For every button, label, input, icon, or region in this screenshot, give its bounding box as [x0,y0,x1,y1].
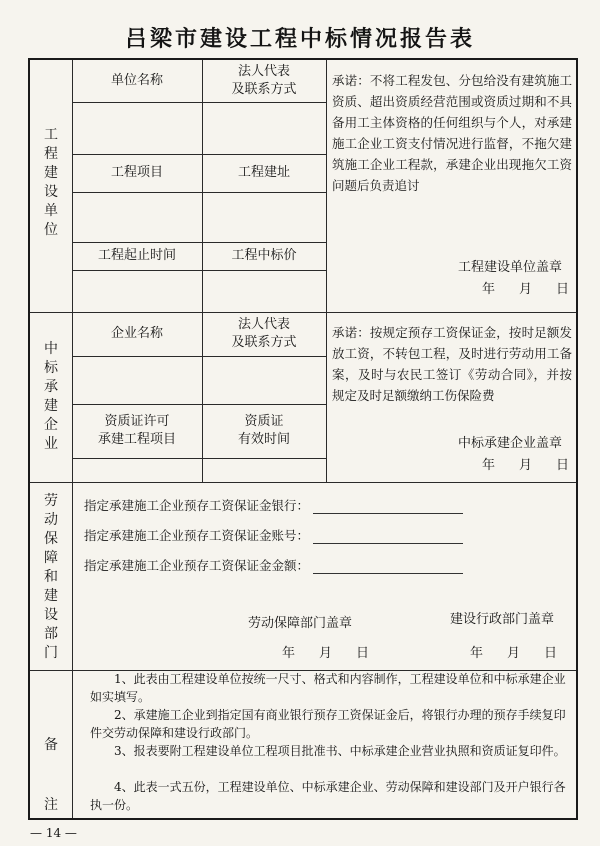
construction-unit-date: 年 月 日 [482,282,570,297]
labor-dept-seal: 劳动保障部门盖章 [248,616,353,631]
unit-legal-rep-label: 法人代表 及联系方式 [231,64,297,97]
section-label-construction-unit: 工 程 建 设 单 位 [44,127,58,238]
address-value[interactable] [202,192,326,242]
note-4: 4、此表一式五份，工程建设单位、中标承建企业、劳动保障和建设部门及开户银行各执一份。 [90,780,566,812]
form-title: 吕梁市建设工程中标情况报告表 [124,26,475,52]
deposit-amount-line[interactable]: 指定承建施工企业预存工资保证金金额： [84,556,463,574]
deposit-bank-line[interactable]: 指定承建施工企业预存工资保证金银行： [84,496,463,514]
deposit-account-line[interactable]: 指定承建施工企业预存工资保证金账号： [84,526,463,544]
unit-legal-rep-value[interactable] [202,102,326,154]
period-value[interactable] [72,270,202,312]
company-name-value[interactable] [72,356,202,404]
section-label-departments: 劳 动 保 障 和 建 设 部 门 [44,493,58,661]
construction-unit-promise: 承诺：不将工程发包、分包给没有建筑施工资质、超出资质经营范围或资质过期和不具备用工主体资格的任何组织与个人，对承建施工企业工资支付情况进行监督，不拖欠建筑施工企业工程款，承建企业出现拖欠工资问题后负责追讨 [332,73,572,193]
labor-dept-date: 年 月 日 [282,646,370,661]
note-3: 3、报表要附工程建设单位工程项目批准书、中标承建企业营业执照和资质证复印件。 [114,744,566,758]
period-label: 工程起止时间 [97,248,176,263]
license-project-value[interactable] [72,458,202,482]
page-number: — 14 — [30,826,77,840]
company-legal-rep-value[interactable] [202,356,326,404]
contractor-date: 年 月 日 [482,458,570,473]
project-value[interactable] [72,192,202,242]
license-project-label: 资质证许可 承建工程项目 [97,414,176,447]
section-divider [30,482,576,483]
contractor-promise: 承诺：按规定预存工资保证金，按时足额发放工资，不转包工程，及时进行劳动用工备案，及时与农民工签订《劳动合同》，并按规定及时足额缴纳工伤保险费 [332,325,572,403]
bid-price-label: 工程中标价 [231,248,297,263]
company-legal-rep-label: 法人代表 及联系方式 [231,317,297,350]
grid-line [326,60,327,312]
section-label-winning-contractor: 中 标 承 建 企 业 [44,341,58,452]
construction-unit-seal: 工程建设单位盖章 [458,260,563,275]
company-name-label: 企业名称 [110,326,163,341]
construction-dept-date: 年 月 日 [470,646,558,661]
section-label-remarks: 备 注 [44,737,58,813]
note-2: 2、承建施工企业到指定国有商业银行预存工资保证金后，将银行办理的预存手续复印件交劳动保障和建设行政部门。 [90,708,566,740]
bid-price-value[interactable] [202,270,326,312]
contractor-seal: 中标承建企业盖章 [458,436,563,451]
address-label: 工程建址 [237,165,290,180]
note-1: 1、此表由工程建设单位按统一尺寸、格式和内容制作，工程建设单位和中标承建企业如实填写。 [90,672,566,704]
grid-line [326,312,327,482]
license-validity-label: 资质证 有效时间 [237,414,290,447]
construction-dept-seal: 建设行政部门盖章 [450,612,555,627]
unit-name-value[interactable] [72,102,202,154]
project-label: 工程项目 [110,165,163,180]
unit-name-label: 单位名称 [110,73,163,88]
license-validity-value[interactable] [202,458,326,482]
